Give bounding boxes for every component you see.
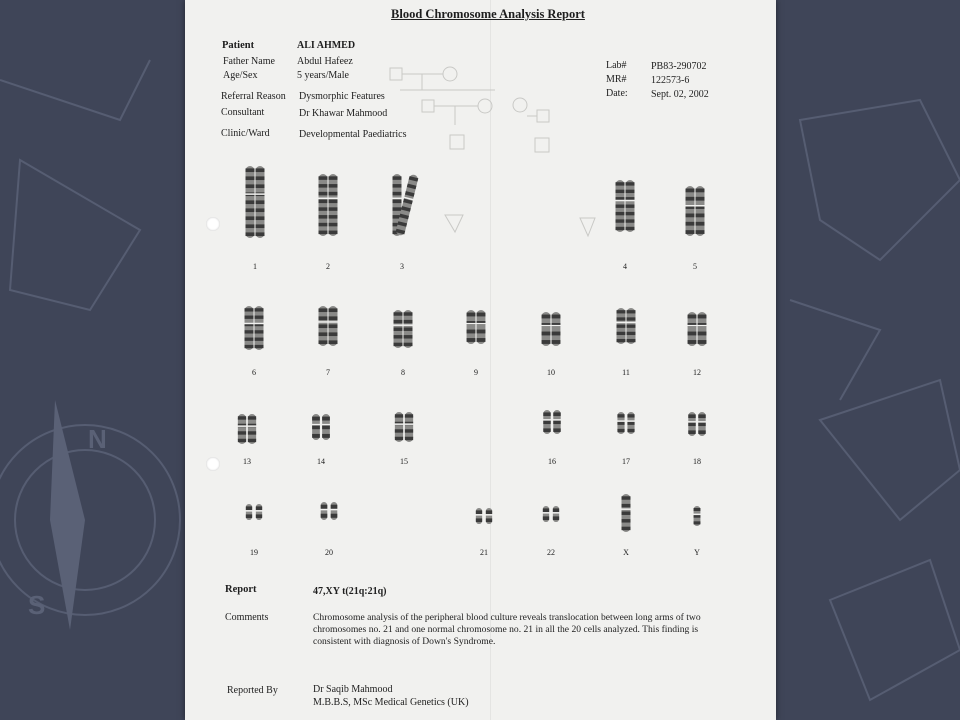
chromosome <box>616 308 626 344</box>
chromosome <box>693 506 701 526</box>
chromosome <box>254 306 264 350</box>
chromosome <box>244 306 254 350</box>
chromosome <box>393 310 403 348</box>
chromosome-pair-5 <box>685 186 705 236</box>
chromosome-label-21: 21 <box>480 548 488 557</box>
chromosome <box>698 412 706 436</box>
chromosome <box>685 186 695 236</box>
chromosome <box>404 412 413 442</box>
chromosome-label-17: 17 <box>622 457 630 466</box>
chromosome-pair-21 <box>475 508 492 524</box>
chromosome-pair-18 <box>688 412 706 436</box>
chromosome-label-x: X <box>623 548 629 557</box>
chromosome <box>617 412 625 434</box>
patient-name: ALI AHMED <box>297 40 356 51</box>
chromosome <box>245 504 252 520</box>
chromosome <box>553 410 561 434</box>
date-value: Sept. 02, 2002 <box>651 89 709 100</box>
result-label: Report <box>225 584 257 595</box>
father-name-label: Father Name <box>223 56 275 67</box>
comments-label: Comments <box>225 612 269 623</box>
chromosome <box>312 414 321 440</box>
chromosome-pair-17 <box>617 412 635 434</box>
chromosome-label-13: 13 <box>243 457 251 466</box>
svg-text:N: N <box>88 424 107 454</box>
chromosome-label-y: Y <box>694 548 700 557</box>
clinic-ward-value: Developmental Paediatrics <box>299 129 407 140</box>
chromosome-label-12: 12 <box>693 368 701 377</box>
chromosome <box>394 412 403 442</box>
chromosome <box>318 174 328 236</box>
chromosome <box>621 494 631 532</box>
chromosome <box>543 410 551 434</box>
chromosome <box>687 312 697 346</box>
chromosome <box>697 312 707 346</box>
lab-number-label: Lab# <box>606 60 627 71</box>
chromosome-label-3: 3 <box>400 262 404 271</box>
chromosome <box>328 174 338 236</box>
patient-label: Patient <box>222 40 255 51</box>
chromosome-label-20: 20 <box>325 548 333 557</box>
chromosome <box>615 180 625 232</box>
chromosome-pair-2 <box>318 174 338 236</box>
chromosome <box>255 504 262 520</box>
svg-text:S: S <box>28 590 46 620</box>
chromosome-label-22: 22 <box>547 548 555 557</box>
chromosome-pair-19 <box>245 504 262 520</box>
comments-text: Chromosome analysis of the peripheral blood culture reveals translocation between long arms of two chromosomes no. 21 and one normal chromosome no. 21 in all the 20 cells analyzed. This finding is consistent with diagnosis of Down's Syndrome. <box>313 612 701 647</box>
chromosome <box>466 310 476 344</box>
chromosome <box>542 506 549 522</box>
referral-reason-value: Dysmorphic Features <box>299 91 385 102</box>
chromosome-pair-4 <box>615 180 635 232</box>
chromosome-pair-16 <box>543 410 561 434</box>
chromosome <box>626 308 636 344</box>
chromosome <box>255 166 265 238</box>
chromosome-label-1: 1 <box>253 262 257 271</box>
karyotype-result: 47,XY t(21q:21q) <box>313 586 387 597</box>
consultant-value: Dr Khawar Mahmood <box>299 108 388 119</box>
report-page <box>185 0 776 720</box>
chromosome <box>627 412 635 434</box>
chromosome <box>541 312 551 346</box>
reported-by-label: Reported By <box>227 685 278 696</box>
chromosome <box>485 508 492 524</box>
chromosome <box>403 310 413 348</box>
referral-reason-label: Referral Reason <box>221 91 286 102</box>
chromosome-pair-y <box>693 506 701 526</box>
chromosome-pair-8 <box>393 310 413 348</box>
chromosome-pair-1 <box>245 166 265 238</box>
chromosome-label-19: 19 <box>250 548 258 557</box>
age-sex-value: 5 years/Male <box>297 70 349 81</box>
chromosome-label-7: 7 <box>326 368 330 377</box>
chromosome-label-11: 11 <box>622 368 630 377</box>
chromosome <box>320 502 328 520</box>
lab-number-value: PB83-290702 <box>651 61 707 72</box>
chromosome-label-5: 5 <box>693 262 697 271</box>
chromosome-label-9: 9 <box>474 368 478 377</box>
chromosome-pair-10 <box>541 312 561 346</box>
chromosome <box>245 166 255 238</box>
clinic-ward-label: Clinic/Ward <box>221 128 270 139</box>
chromosome-label-10: 10 <box>547 368 555 377</box>
chromosome-pair-20 <box>320 502 338 520</box>
chromosome <box>318 306 328 346</box>
consultant-label: Consultant <box>221 107 265 118</box>
chromosome-pair-22 <box>542 506 559 522</box>
chromosome <box>328 306 338 346</box>
chromosome-label-15: 15 <box>400 457 408 466</box>
chromosome-pair-9 <box>466 310 486 344</box>
chromosome-label-14: 14 <box>317 457 325 466</box>
report-title: Blood Chromosome Analysis Report <box>391 7 585 21</box>
date-label: Date: <box>606 88 628 99</box>
chromosome <box>476 310 486 344</box>
chromosome <box>551 312 561 346</box>
chromosome-pair-11 <box>616 308 636 344</box>
chromosome-label-2: 2 <box>326 262 330 271</box>
father-name-value: Abdul Hafeez <box>297 56 353 67</box>
chromosome <box>322 414 331 440</box>
chromosome-label-6: 6 <box>252 368 256 377</box>
chromosome <box>247 414 256 444</box>
chromosome <box>330 502 338 520</box>
chromosome <box>625 180 635 232</box>
mr-number-label: MR# <box>606 74 627 85</box>
chromosome-label-8: 8 <box>401 368 405 377</box>
chromosome <box>695 186 705 236</box>
chromosome-pair-6 <box>244 306 264 350</box>
chromosome <box>475 508 482 524</box>
age-sex-label: Age/Sex <box>223 70 258 81</box>
chromosome-label-4: 4 <box>623 262 627 271</box>
chromosome-label-16: 16 <box>548 457 556 466</box>
reporter-credentials: M.B.B.S, MSc Medical Genetics (UK) <box>313 697 469 708</box>
chromosome-pair-7 <box>318 306 338 346</box>
chromosome-pair-14 <box>312 414 331 440</box>
chromosome-pair-13 <box>237 414 256 444</box>
chromosome-pair-12 <box>687 312 707 346</box>
chromosome-label-18: 18 <box>693 457 701 466</box>
reporter-name: Dr Saqib Mahmood <box>313 684 393 695</box>
chromosome <box>237 414 246 444</box>
chromosome-pair-x <box>621 494 631 532</box>
chromosome-pair-3 <box>392 174 419 237</box>
chromosome-pair-15 <box>394 412 413 442</box>
chromosome <box>688 412 696 436</box>
mr-number-value: 122573-6 <box>651 75 690 86</box>
chromosome <box>552 506 559 522</box>
